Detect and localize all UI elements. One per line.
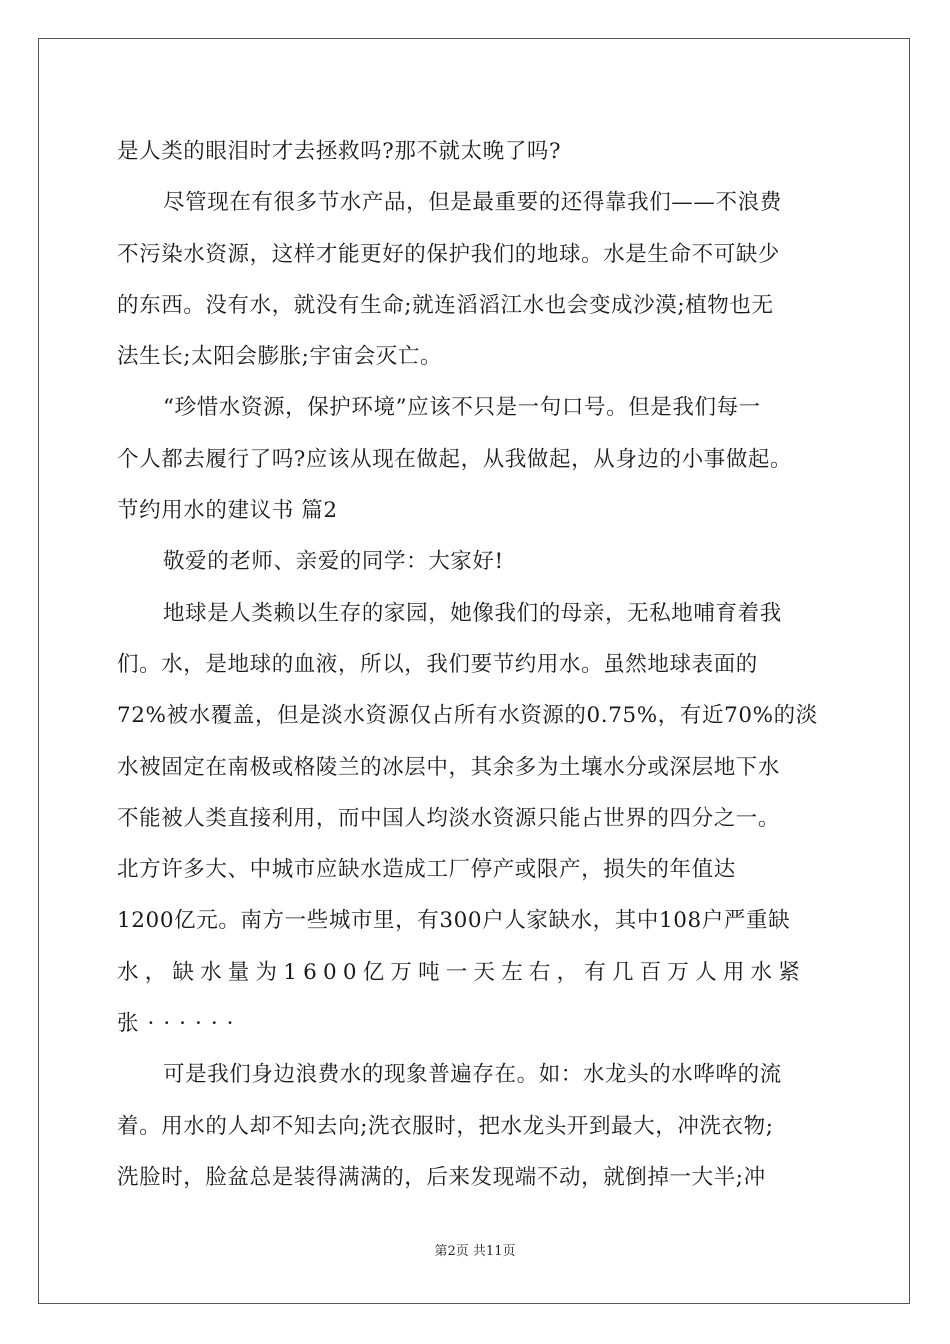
page-number: 第2页 共11页	[434, 1244, 516, 1259]
text-line: 1200亿元。南方一些城市里，有300户人家缺水，其中108户严重缺	[117, 908, 791, 934]
text-line: 尽管现在有很多节水产品，但是最重要的还得靠我们——不浪费	[163, 190, 782, 216]
text-line: 72%被水覆盖，但是淡水资源仅占所有水资源的0.75%，有近70%的淡	[117, 703, 818, 729]
text-line: 不污染水资源，这样才能更好的保护我们的地球。水是生命不可缺少	[117, 241, 781, 267]
text-line: 可是我们身边浪费水的现象普遍存在。如：水龙头的水哗哗的流	[163, 1062, 782, 1088]
text-line: 是人类的眼泪时才去拯救吗?那不就太晚了吗?	[117, 139, 562, 164]
text-line: “珍惜水资源，保护环境”应该不只是一句口号。但是我们每一	[163, 395, 761, 421]
text-line: 的东西。没有水，就没有生命;就连滔滔江水也会变成沙漠;植物也无	[117, 292, 774, 318]
section-heading: 节约用水的建议书 篇2	[117, 498, 338, 524]
document-body	[117, 126, 833, 1203]
text-line: 着。用水的人却不知去向;洗衣服时，把水龙头开到最大，冲洗衣物;	[117, 1113, 774, 1139]
text-line: 不能被人类直接利用，而中国人均淡水资源只能占世界的四分之一。	[117, 805, 781, 831]
text-line: 洗脸时，脸盆总是装得满满的，后来发现端不动，就倒掉一大半;冲	[117, 1164, 766, 1190]
text-line: 张······	[117, 1011, 243, 1037]
text-line: 个人都去履行了吗?应该从现在做起，从我做起，从身边的小事做起。	[117, 446, 793, 472]
text-line: 地球是人类赖以生存的家园，她像我们的母亲，无私地哺育着我	[163, 600, 782, 626]
text-line: 水，缺水量为1600亿万吨一天左右，有几百万人用水紧	[117, 959, 806, 985]
text-line: 水被固定在南极或格陵兰的冰层中，其余多为土壤水分或深层地下水	[117, 754, 781, 780]
salutation: 敬爱的老师、亲爱的同学：大家好!	[163, 549, 504, 575]
text-line: 北方许多大、中城市应缺水造成工厂停产或限产，损失的年值达	[117, 857, 736, 883]
text-line: 们。水，是地球的血液，所以，我们要节约用水。虽然地球表面的	[117, 651, 758, 677]
text-line: 法生长;太阳会膨胀;宇宙会灭亡。	[117, 344, 443, 370]
